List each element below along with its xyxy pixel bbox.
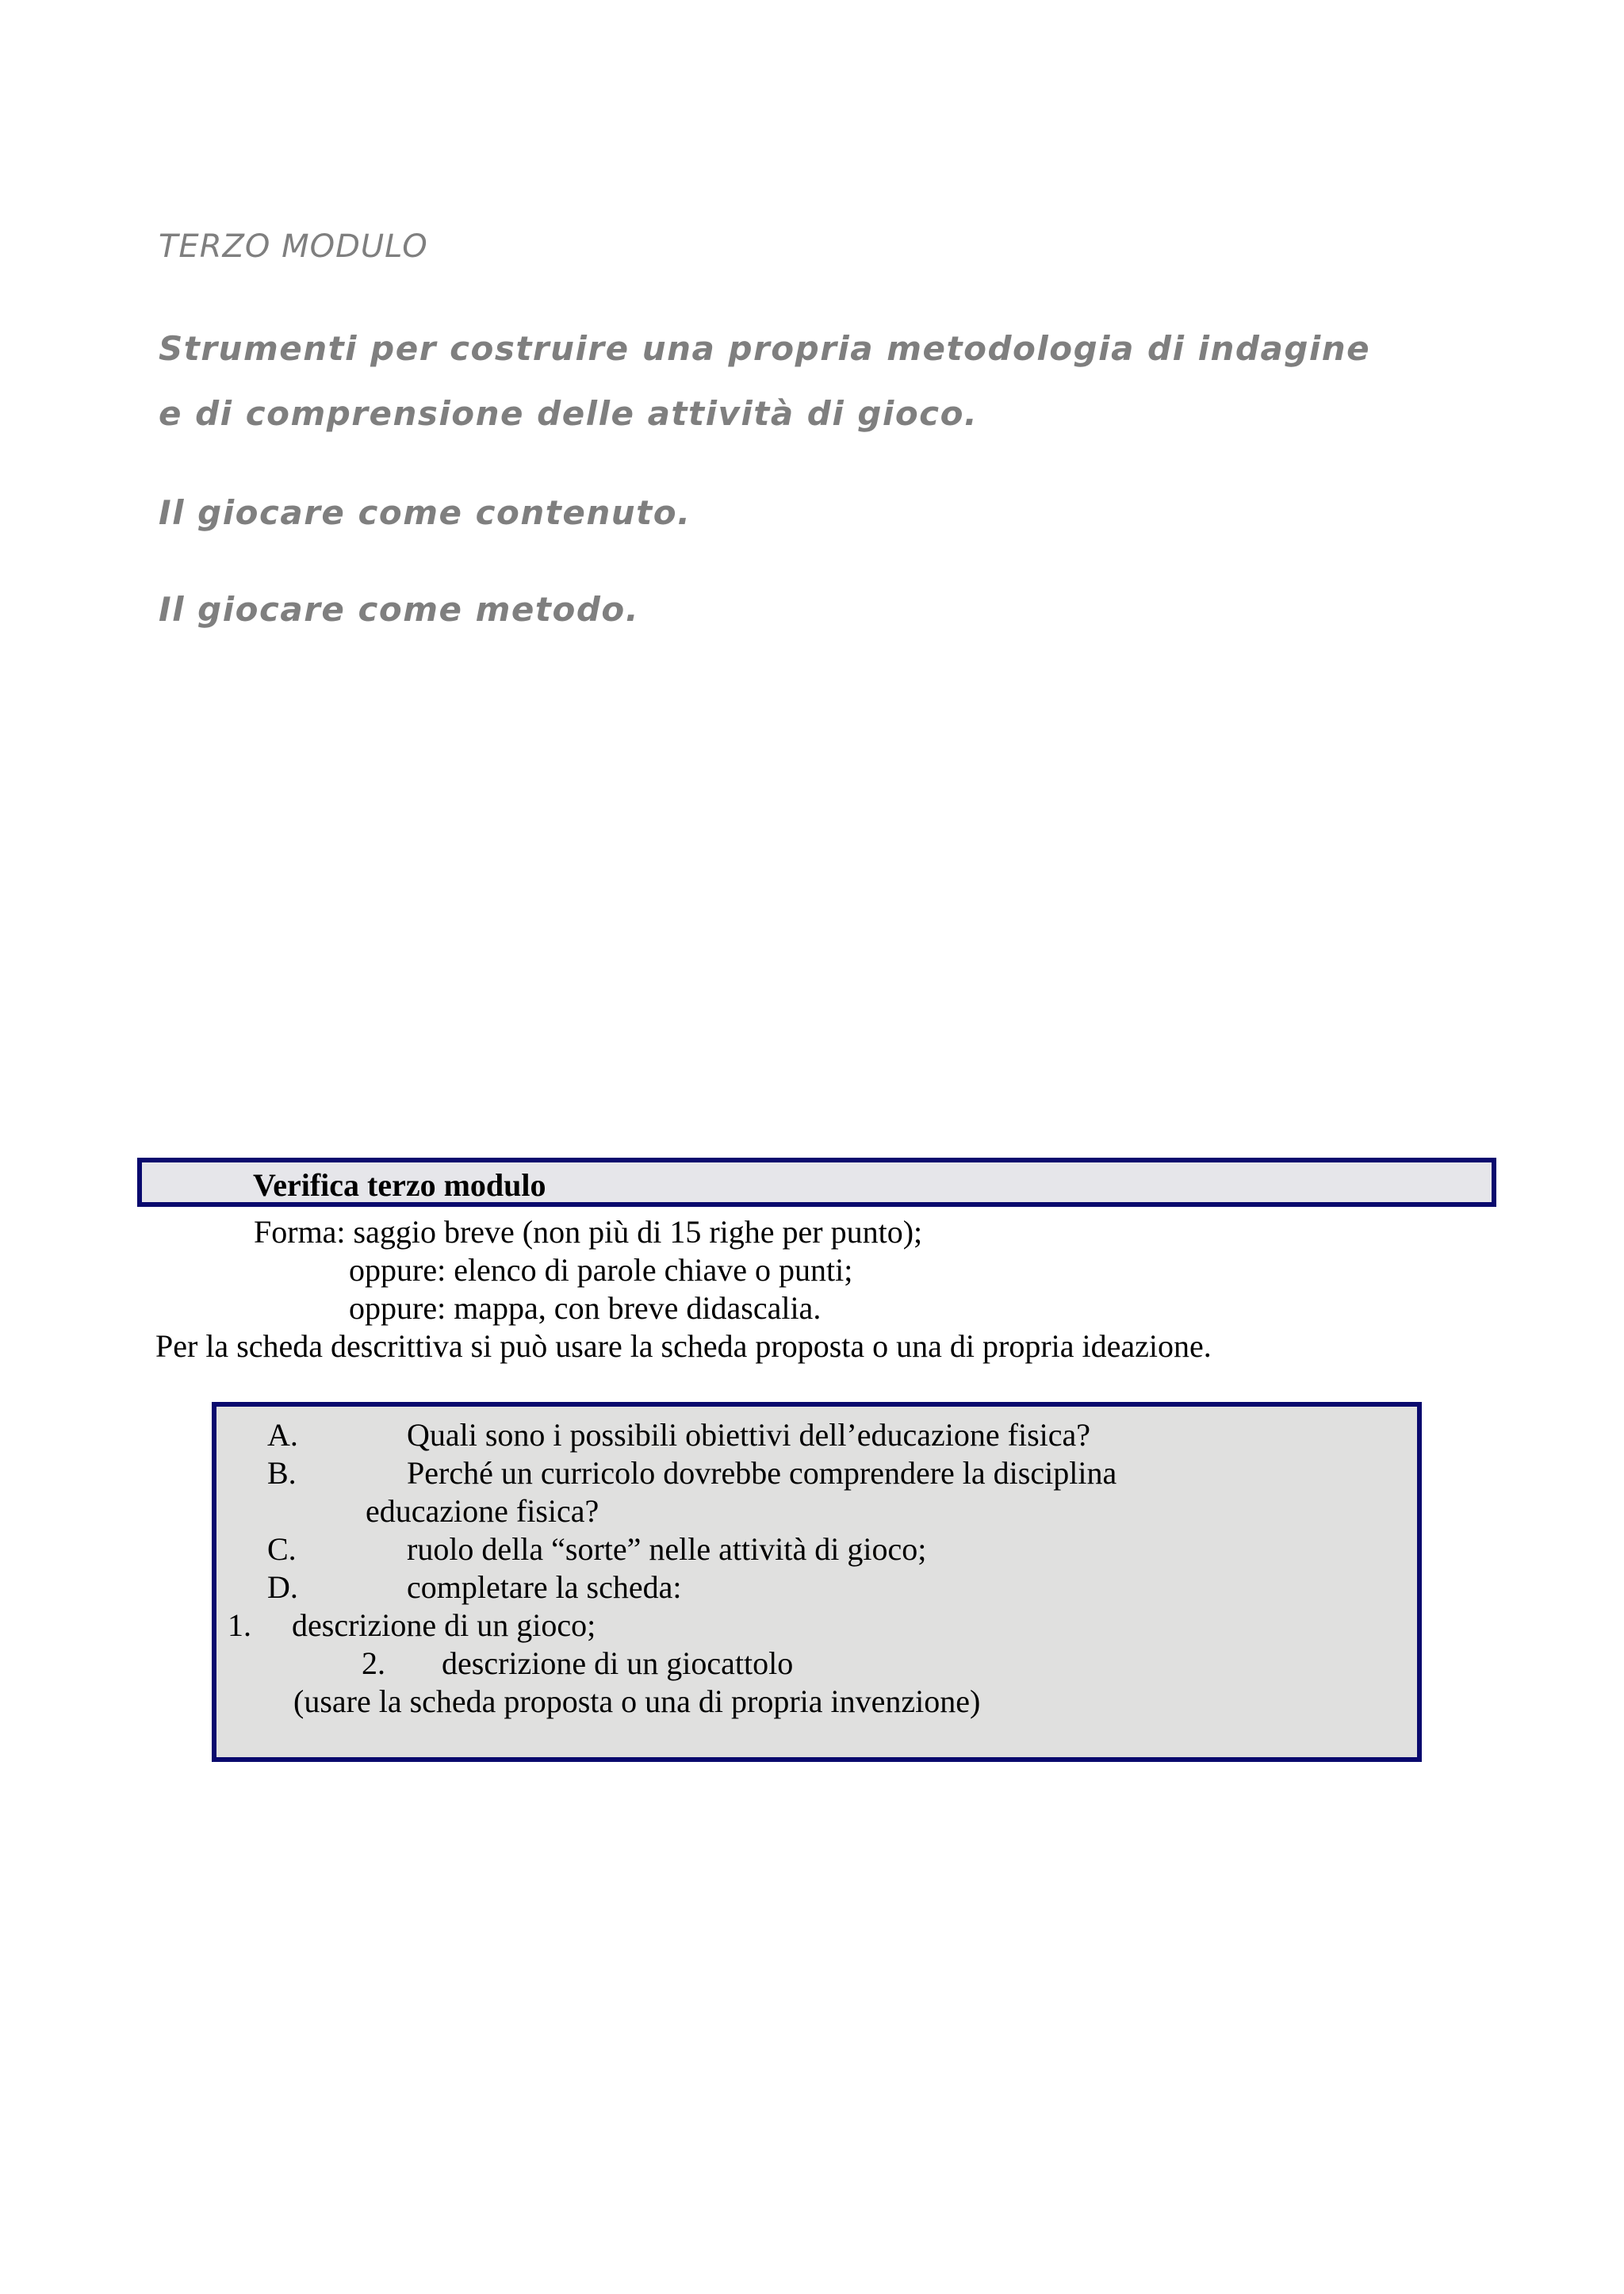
question-b-text-cont: educazione fisica? <box>366 1493 599 1529</box>
method-heading: Il giocare come metodo. <box>159 590 640 629</box>
content-heading: Il giocare come contenuto. <box>159 493 691 532</box>
questions-footer: (usare la scheda proposta o una di propria invenzione) <box>293 1683 981 1719</box>
question-b-text: Perché un curricolo dovrebbe comprendere la disciplina <box>407 1455 1117 1491</box>
verifica-title-box <box>137 1158 1496 1207</box>
verifica-option-1: oppure: elenco di parole chiave o punti; <box>349 1252 853 1288</box>
verifica-option-2: oppure: mappa, con breve didascalia. <box>349 1290 822 1326</box>
question-c-text: ruolo della “sorte” nelle attività di gioco; <box>407 1531 927 1567</box>
questions-box <box>212 1402 1422 1762</box>
question-c-marker: C. <box>267 1531 297 1567</box>
sub-item-1-marker: 1. <box>228 1607 251 1643</box>
question-a-text: Quali sono i possibili obiettivi dell’educazione fisica? <box>407 1417 1091 1453</box>
sub-item-1-text: descrizione di un gioco; <box>292 1607 596 1643</box>
verifica-note: Per la scheda descrittiva si può usare la scheda proposta o una di propria ideazione. <box>155 1328 1212 1364</box>
question-b-marker: B. <box>267 1455 297 1491</box>
module-title: TERZO MODULO <box>159 228 428 265</box>
verifica-forma: Forma: saggio breve (non più di 15 righe per punto); <box>254 1214 923 1250</box>
subtitle-line-1: Strumenti per costruire una propria metodologia di indagine <box>159 329 1371 368</box>
question-a-marker: A. <box>267 1417 298 1453</box>
sub-item-2-text: descrizione di un giocattolo <box>442 1645 794 1681</box>
question-d-marker: D. <box>267 1569 298 1605</box>
subtitle-line-2: e di comprensione delle attività di gioco. <box>159 394 979 433</box>
verifica-title: Verifica terzo modulo <box>253 1167 546 1203</box>
sub-item-2-marker: 2. <box>362 1645 385 1681</box>
question-d-text: completare la scheda: <box>407 1569 682 1605</box>
